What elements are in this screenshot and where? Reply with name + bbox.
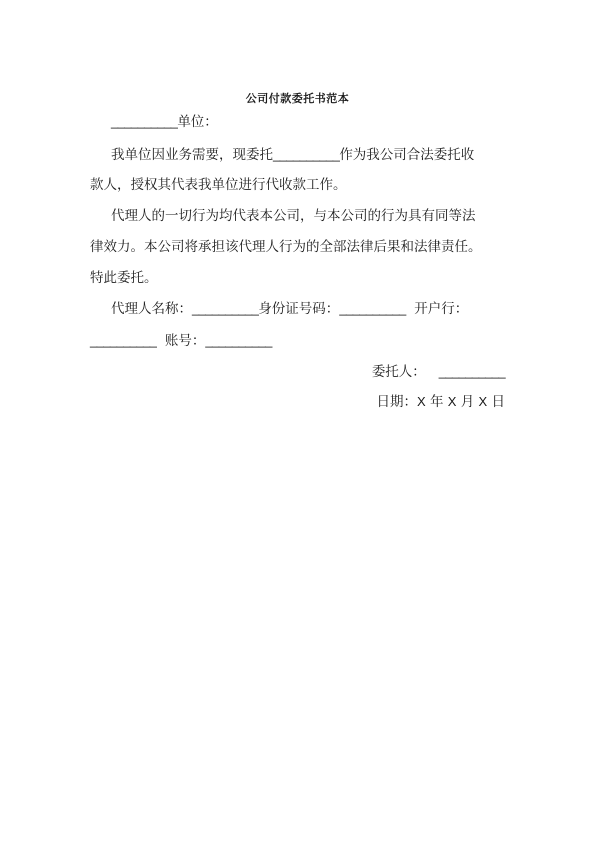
date-year-unit: 年 [429, 394, 444, 410]
paragraph-1-text-b: 作为我公司合法委托收 [339, 147, 475, 163]
closing-line: 特此委托。 [90, 270, 158, 286]
agent-name-blank: __________ [192, 301, 259, 316]
account-line [90, 332, 272, 350]
principal-line [372, 363, 505, 381]
bank-blank: __________ [90, 333, 157, 348]
paragraph-2-line-2: 律效力。本公司将承担该代理人行为的全部法律后果和法律责任。 [90, 239, 482, 255]
paragraph-1-line-2: 款人，授权其代表我单位进行代收款工作。 [90, 177, 347, 193]
unit-label: 单位： [177, 114, 218, 130]
bank-label: 开户行： [414, 301, 469, 317]
account-blank: __________ [205, 333, 272, 348]
id-number-label: 身份证号码： [258, 301, 340, 317]
id-number-blank: __________ [339, 301, 406, 316]
paragraph-1-text-a: 我单位因业务需要，现委托 [111, 147, 273, 163]
unit-line [111, 113, 218, 131]
unit-blank: __________ [111, 114, 178, 129]
paragraph-1-line-1 [111, 146, 474, 164]
payee-blank: __________ [273, 147, 340, 162]
principal-label: 委托人： [371, 364, 426, 380]
document-title: 公司付款委托书范本 [245, 92, 350, 105]
date-month-value: X [447, 394, 457, 409]
date-month-unit: 月 [460, 394, 475, 410]
date-year-value: X [417, 394, 426, 409]
agent-info-line [111, 300, 468, 318]
paragraph-2-line-1: 代理人的一切行为均代表本公司，与本公司的行为具有同等法 [111, 208, 476, 224]
principal-blank: __________ [438, 364, 505, 379]
agent-name-label: 代理人名称： [111, 301, 192, 317]
date-day-value: X [478, 394, 488, 409]
account-label: 账号： [164, 333, 206, 349]
date-line [377, 393, 506, 411]
date-label: 日期： [376, 394, 417, 410]
date-day-unit: 日 [491, 394, 505, 410]
